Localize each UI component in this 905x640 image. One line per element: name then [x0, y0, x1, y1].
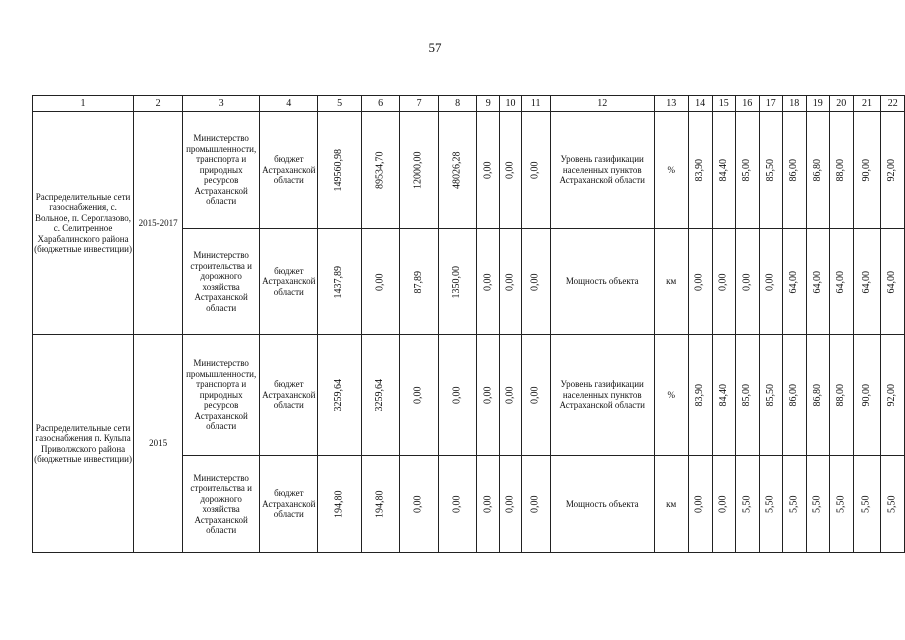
header-cell: 1 [33, 96, 134, 112]
amount-value: 0,00 [482, 386, 494, 405]
header-cell: 17 [759, 96, 783, 112]
amount-value: 0,00 [482, 495, 494, 514]
amount-value: 87,89 [412, 270, 424, 294]
amount-cell [318, 229, 362, 335]
header-cell: 5 [318, 96, 362, 112]
amount-value: 194,80 [374, 490, 386, 519]
amount-value: 12000,00 [412, 151, 424, 190]
amount-value: 1437,89 [333, 265, 345, 299]
amount-value: 48026,28 [451, 151, 463, 190]
header-cell: 9 [477, 96, 500, 112]
header-cell: 14 [688, 96, 712, 112]
header-row [33, 96, 905, 112]
table-row [33, 335, 905, 456]
responsible-ministry: Министерство промышленности, транспорта и природных ресурсов Астраханской области [183, 112, 260, 229]
amount-value: 0,00 [529, 386, 541, 405]
amount-cell [500, 229, 522, 335]
amount-cell [500, 112, 522, 229]
value-cell [759, 112, 783, 229]
amount-cell [521, 456, 550, 553]
indicator-value: 5,50 [886, 495, 898, 514]
header-cell: 7 [400, 96, 439, 112]
indicator-value: 64,00 [835, 270, 847, 294]
value-cell [759, 229, 783, 335]
funding-source: бюджет Астраханской области [260, 456, 318, 553]
amount-value: 0,00 [482, 273, 494, 291]
unit-cell: км [654, 229, 688, 335]
value-cell [736, 456, 760, 553]
value-cell [712, 335, 736, 456]
indicator-value: 85,50 [764, 159, 776, 182]
value-cell [783, 456, 807, 553]
amount-cell [477, 229, 500, 335]
indicator-value: 83,90 [693, 159, 705, 182]
amount-cell [318, 456, 362, 553]
value-cell [853, 112, 881, 229]
funding-source: бюджет Астраханской области [260, 335, 318, 456]
indicator-value: 86,00 [788, 159, 800, 182]
amount-value: 149560,98 [333, 149, 345, 192]
indicator-value: 88,00 [835, 159, 847, 182]
value-cell [759, 335, 783, 456]
amount-cell [477, 112, 500, 229]
indicator-value: 0,00 [693, 273, 705, 291]
project-name: Распределительные сети газоснабжения, с. Вольное, п. Сероглазово, с. Селитренное Харабалинского района (бюджетные инвестиции) [33, 112, 134, 335]
header-cell: 16 [736, 96, 760, 112]
header-cell: 8 [438, 96, 477, 112]
amount-cell [521, 335, 550, 456]
amount-cell [318, 112, 362, 229]
value-cell [688, 456, 712, 553]
value-cell [736, 112, 760, 229]
indicator-value: 0,00 [764, 273, 776, 291]
indicator-value: 0,00 [741, 273, 753, 291]
amount-value: 0,00 [451, 495, 463, 514]
header-cell: 2 [134, 96, 183, 112]
indicator-value: 90,00 [860, 159, 872, 182]
indicator-value: 92,00 [886, 159, 898, 182]
amount-value: 0,00 [412, 386, 424, 405]
indicator-value: 84,40 [717, 384, 729, 407]
indicator-value: 92,00 [886, 384, 898, 407]
unit-cell: % [654, 335, 688, 456]
funding-source: бюджет Астраханской области [260, 112, 318, 229]
value-cell [783, 335, 807, 456]
amount-cell [400, 229, 439, 335]
indicator-value: 0,00 [693, 495, 705, 514]
value-cell [881, 229, 905, 335]
value-cell [688, 229, 712, 335]
amount-value: 194,80 [333, 490, 345, 519]
table-row [33, 112, 905, 229]
value-cell [806, 456, 830, 553]
amount-value: 3259,64 [374, 379, 386, 412]
amount-value: 0,00 [451, 386, 463, 405]
amount-value: 0,00 [482, 161, 494, 180]
value-cell [881, 335, 905, 456]
project-years: 2015-2017 [134, 112, 183, 335]
amount-cell [477, 456, 500, 553]
indicator-name: Уровень газификации населенных пунктов Астраханской области [550, 112, 654, 229]
value-cell [806, 335, 830, 456]
header-cell: 21 [853, 96, 881, 112]
value-cell [783, 112, 807, 229]
header-cell: 4 [260, 96, 318, 112]
indicator-value: 5,50 [860, 495, 872, 514]
indicator-value: 64,00 [788, 270, 800, 294]
amount-cell [400, 335, 439, 456]
header-cell: 3 [183, 96, 260, 112]
value-cell [881, 112, 905, 229]
unit-cell: км [654, 456, 688, 553]
header-cell: 11 [521, 96, 550, 112]
responsible-ministry: Министерство промышленности, транспорта и природных ресурсов Астраханской области [183, 335, 260, 456]
amount-value: 3259,64 [333, 379, 345, 412]
header-cell: 12 [550, 96, 654, 112]
value-cell [736, 229, 760, 335]
amount-value: 0,00 [529, 273, 541, 291]
value-cell [759, 456, 783, 553]
funding-source: бюджет Астраханской области [260, 229, 318, 335]
indicator-name: Мощность объекта [550, 456, 654, 553]
amount-value: 0,00 [374, 273, 386, 291]
indicator-value: 5,50 [741, 495, 753, 514]
indicator-name: Уровень газификации населенных пунктов Астраханской области [550, 335, 654, 456]
indicator-value: 64,00 [886, 270, 898, 294]
responsible-ministry: Министерство строительства и дорожного хозяйства Астраханской области [183, 229, 260, 335]
page-number: 57 [428, 40, 442, 55]
indicator-value: 5,50 [788, 495, 800, 514]
project-name: Распределительные сети газоснабжения п. Кульпа Приволжского района (бюджетные инвестиции) [33, 335, 134, 553]
header-cell: 13 [654, 96, 688, 112]
value-cell [712, 112, 736, 229]
header-cell: 22 [881, 96, 905, 112]
header-cell: 18 [783, 96, 807, 112]
value-cell [830, 112, 854, 229]
value-cell [806, 112, 830, 229]
indicator-value: 0,00 [717, 495, 729, 514]
value-cell [853, 335, 881, 456]
header-cell: 20 [830, 96, 854, 112]
value-cell [853, 229, 881, 335]
amount-cell [438, 335, 477, 456]
value-cell [881, 456, 905, 553]
amount-value: 89534,70 [374, 151, 386, 190]
indicator-value: 5,50 [835, 495, 847, 514]
indicator-value: 64,00 [811, 270, 823, 294]
indicator-value: 5,50 [764, 495, 776, 514]
indicator-value: 86,80 [811, 159, 823, 182]
amount-value: 0,00 [504, 495, 516, 514]
responsible-ministry: Министерство строительства и дорожного хозяйства Астраханской области [183, 456, 260, 553]
indicator-value: 64,00 [860, 270, 872, 294]
project-years: 2015 [134, 335, 183, 553]
amount-value: 0,00 [504, 161, 516, 180]
value-cell [806, 229, 830, 335]
header-cell: 10 [500, 96, 522, 112]
amount-value: 0,00 [529, 161, 541, 180]
value-cell [783, 229, 807, 335]
amount-value: 0,00 [412, 495, 424, 514]
amount-cell [361, 229, 400, 335]
amount-cell [361, 112, 400, 229]
amount-cell [438, 112, 477, 229]
amount-cell [400, 112, 439, 229]
value-cell [853, 456, 881, 553]
indicator-value: 86,00 [788, 384, 800, 407]
amount-cell [318, 335, 362, 456]
indicator-value: 83,90 [693, 384, 705, 407]
value-cell [688, 112, 712, 229]
amount-value: 1350,00 [451, 265, 463, 299]
amount-value: 0,00 [504, 386, 516, 405]
amount-cell [361, 335, 400, 456]
indicator-value: 84,40 [717, 159, 729, 182]
value-cell [736, 335, 760, 456]
indicator-value: 5,50 [811, 495, 823, 514]
indicator-value: 90,00 [860, 384, 872, 407]
header-cell: 19 [806, 96, 830, 112]
indicator-value: 85,00 [741, 384, 753, 407]
indicator-value: 86,80 [811, 384, 823, 407]
amount-cell [361, 456, 400, 553]
amount-cell [438, 229, 477, 335]
data-table [32, 95, 905, 553]
unit-cell: % [654, 112, 688, 229]
amount-cell [477, 335, 500, 456]
indicator-value: 85,00 [741, 159, 753, 182]
amount-cell [500, 335, 522, 456]
indicator-value: 0,00 [717, 273, 729, 291]
amount-cell [500, 456, 522, 553]
amount-cell [521, 112, 550, 229]
value-cell [712, 229, 736, 335]
indicator-value: 88,00 [835, 384, 847, 407]
amount-cell [438, 456, 477, 553]
amount-value: 0,00 [529, 495, 541, 514]
indicator-name: Мощность объекта [550, 229, 654, 335]
value-cell [712, 456, 736, 553]
value-cell [830, 229, 854, 335]
amount-cell [400, 456, 439, 553]
value-cell [830, 335, 854, 456]
indicator-value: 85,50 [764, 384, 776, 407]
value-cell [830, 456, 854, 553]
header-cell: 15 [712, 96, 736, 112]
amount-value: 0,00 [504, 273, 516, 291]
amount-cell [521, 229, 550, 335]
header-cell: 6 [361, 96, 400, 112]
value-cell [688, 335, 712, 456]
